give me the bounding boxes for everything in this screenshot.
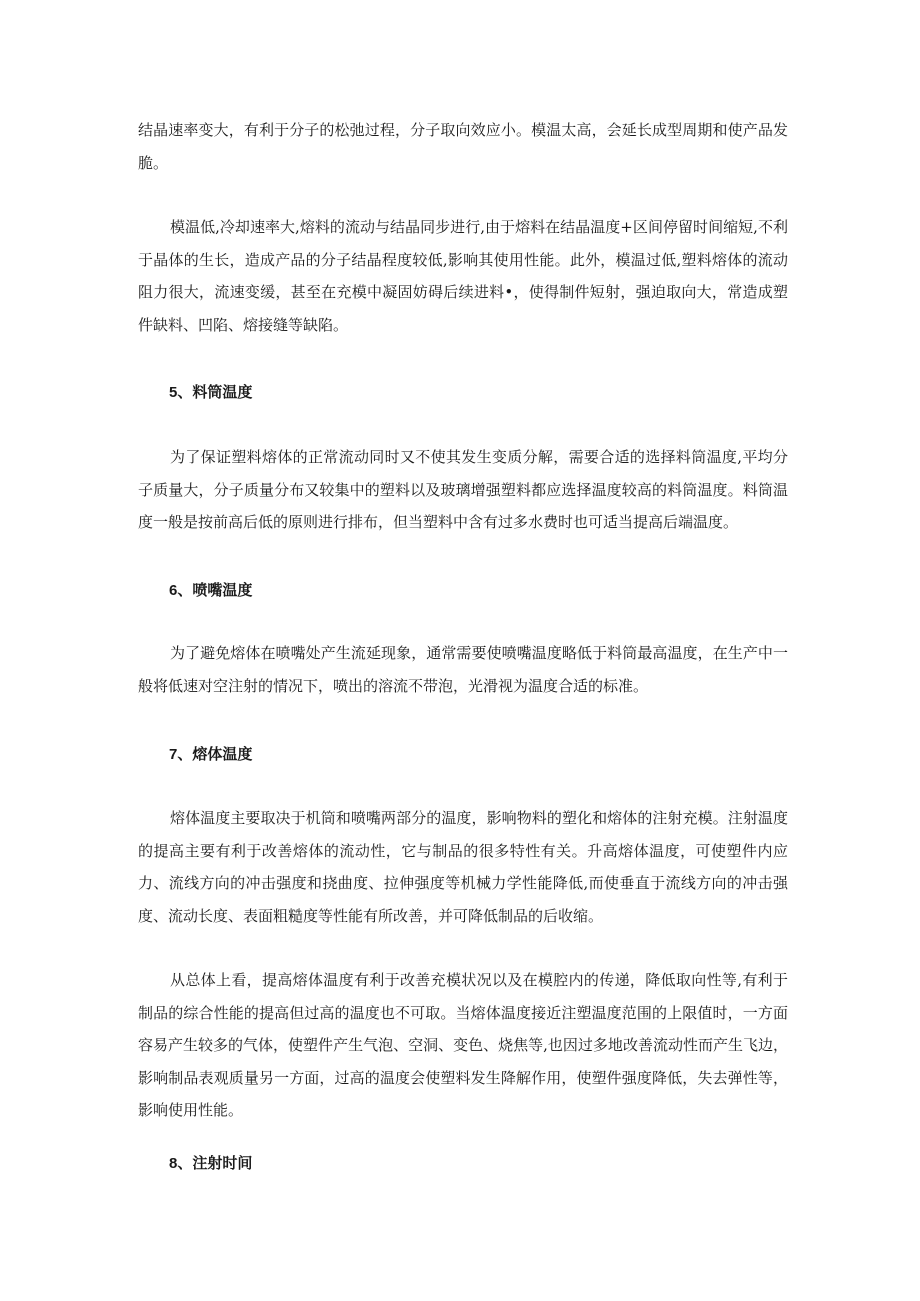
section-separator: 、 [177, 745, 193, 763]
section-title: 注射时间 [192, 1154, 253, 1172]
section-separator: 、 [177, 581, 193, 599]
section-number: 8 [169, 1155, 178, 1172]
section-heading-5 [169, 380, 252, 405]
section-heading-6 [169, 578, 252, 603]
paragraph-melt-temp: 熔体温度主要取决于机筒和喷嘴两部分的温度，影响物料的塑化和熔体的注射充模。注射温度的提高主要有利于改善熔体的流动性，它与制品的很多特性有关。升高熔体温度，可使塑件内应力、流线方向的冲击强度和挠曲度、拉伸强度等机械力学性能降低,而使垂直于流线方向的冲击强度、流动长度、表面粗糙度等性能有所改善，并可降低制品的后收缩。 [138, 809, 788, 925]
section-title: 喷嘴温度 [192, 581, 253, 599]
paragraph-melt-temp-overall: 从总体上看，提高熔体温度有利于改善充模状况以及在模腔内的传递，降低取向性等,有利于制品的综合性能的提高但过高的温度也不可取。当熔体温度接近注塑温度范围的上限值时，一方面容易产生较多的气体，使塑件产生气泡、空洞、变色、烧焦等,也因过多地改善流动性而产生飞边，影响制品表观质量另一方面，过高的温度会使塑料发生降解作用，使塑件强度降低，失去弹性等，影响使用性能。 [138, 971, 788, 1119]
section-number: 7 [169, 746, 178, 763]
paragraph-mold-temp-low: 模温低,冷却速率大,熔料的流动与结晶同步进行,由于熔料在结晶温度+区间停留时间缩短,不利于晶体的生长，造成产品的分子结晶程度较低,影响其使用性能。此外，模温过低,塑料熔体的流动阻力很大，流速变缓，甚至在充模中凝固妨碍后续进料•，使得制件短射，强迫取向大，常造成塑件缺料、凹陷、熔接缝等缺陷。 [138, 218, 788, 334]
section-separator: 、 [177, 1154, 193, 1172]
section-title: 熔体温度 [192, 745, 253, 763]
paragraph-barrel-temp: 为了保证塑料熔体的正常流动同时又不使其发生变质分解，需要合适的选择料筒温度,平均分子质量大，分子质量分布又较集中的塑料以及玻璃增强塑料都应选择温度较高的料筒温度。料筒温度一般是按前高后低的原则进行排布，但当塑料中含有过多水费时也可适当提高后端温度。 [138, 448, 788, 531]
section-number: 5 [169, 384, 178, 401]
section-title: 料筒温度 [192, 383, 253, 401]
section-heading-7 [169, 742, 252, 767]
section-separator: 、 [177, 383, 193, 401]
paragraph-nozzle-temp: 为了避免熔体在喷嘴处产生流延现象，通常需要使喷嘴温度略低于料筒最高温度，在生产中一般将低速对空注射的情况下，喷出的溶流不带泡，光滑视为温度合适的标准。 [138, 644, 788, 695]
section-heading-8 [169, 1151, 252, 1176]
paragraph-mold-temp-high: 结晶速率变大，有利于分子的松弛过程，分子取向效应小。模温太高，会延长成型周期和使产品发脆。 [138, 121, 788, 172]
section-number: 6 [169, 582, 178, 599]
